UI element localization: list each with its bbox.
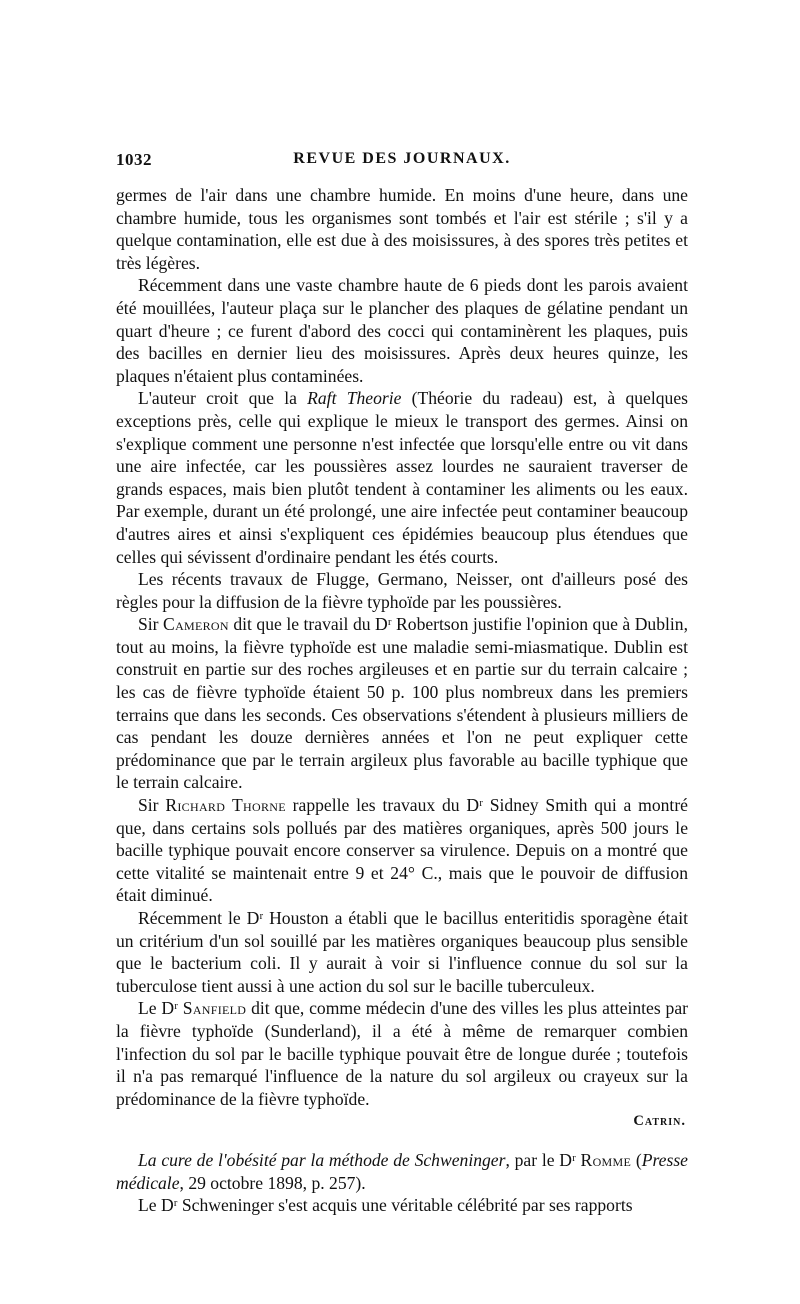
paragraph-6 (116, 794, 688, 907)
italic-term: Raft Theorie (307, 388, 402, 409)
paragraph-1: germes de l'air dans une chambre humide. En moins d'une heure, dans une chambre humide, tous les organismes sont tombés et l'air est stérile ; s'il y a quelque contamination, elle est due à des moisissures, à des spores très petites et très légères. (116, 185, 688, 273)
paragraph-3 (116, 387, 688, 568)
journal-name: Presse médicale (116, 1149, 688, 1193)
text-run: Le Dʳ (138, 998, 183, 1019)
author-name: Richard Thorne (165, 795, 286, 816)
text-run: dit que le travail du Dʳ Robertson justifie l'opinion que à Dublin, tout au moins, la fièvre typhoïde est une maladie semi-miasmatique. Dublin est construit en partie sur des roches argileuses et en partie sur du terrain calcaire ; les cas de fièvre typhoïde étaient 50 p. 100 plus nombreux dans les premiers terrains que dans les seconds. Ces observations s'étendent à plusieurs milliers de cas pendant les douze dernières années et l'on ne peut expliquer cette prédominance que par le terrain argileux plus favorable au bacille typhique que le terrain calcaire. (116, 614, 688, 793)
article-title: La cure de l'obésité par la méthode de Schweninger (138, 1149, 506, 1170)
paragraph-4: Les récents travaux de Flugge, Germano, Neisser, ont d'ailleurs posé des règles pour la diffusion de la fièvre typhoïde par les poussières. (116, 569, 688, 612)
paragraph-8 (116, 997, 688, 1110)
article-heading (116, 1149, 688, 1194)
page-header (116, 150, 688, 176)
running-head: REVUE DES JOURNAUX. (293, 150, 511, 167)
text-run: rappelle les travaux du Dʳ Sidney Smith qui a montré que, dans certains sols pollués par des matières organiques, après 500 jours le bacille typhique pouvait encore conserver sa virulence. Depuis on a montré que cette vitalité se maintenait entre 9 et 24° C., mais que le pouvoir de diffusion était diminué. (116, 795, 688, 906)
paragraph-5 (116, 613, 688, 794)
text-run: L'auteur croit que la (138, 388, 308, 409)
paragraph-7: Récemment le Dʳ Houston a établi que le bacillus enteritidis sporagène était un critérium d'un sol souillé par les matières organiques beaucoup plus sensible que le bacterium coli. Il y aurait à voir si l'influence connue du sol sur la tuberculose tient aussi à une action du sol sur le bacille tuberculeux. (116, 908, 688, 996)
article-body (116, 184, 688, 1217)
author-name: Sanfield (182, 998, 247, 1019)
text-run: (Théorie du radeau) est, à quelques exceptions près, celle qui explique le mieux le transport des germes. Ainsi on s'explique comment une personne n'est infectée que lorsqu'elle entre ou vit dans une aire infectée, car les poussières assez lourdes ne sauraient traverser de grands espaces, mais bien plutôt tendent à contaminer les aliments ou les eaux. Par exemple, durant un été prolongé, une aire infectée peut contaminer beaucoup d'autres aires et ainsi s'expliquent ces épidémies beaucoup plus étendues que celles qui sévissent d'ordinaire pendant les étés courts. (116, 388, 688, 567)
author-name: Cameron (163, 614, 229, 635)
paragraph-10: Le Dʳ Schweninger s'est acquis une véritable célébrité par ses rapports (138, 1195, 633, 1216)
paragraph-2: Récemment dans une vaste chambre haute de 6 pieds dont les parois avaient été mouillées, l'auteur plaça sur le plancher des plaques de gélatine pendant un quart d'heure ; ce furent d'abord des cocci qui contaminèrent les plaques, puis des bacilles en dernier lieu des moisissures. Après deux heures quinze, les plaques n'étaient plus contaminées. (116, 275, 688, 386)
signature: Catrin. (633, 1113, 686, 1130)
text-run: , par le Dʳ (505, 1149, 581, 1170)
text-run: dit que, comme médecin d'une des villes les plus atteintes par la fièvre typhoïde (Sunderland), il a été à même de remarquer combien l'infection du sol par le bacille typhique pouvait être de longue durée ; toutefois il n'a pas remarqué l'influence de la nature du sol argileux ou crayeux sur la prédominance de la fièvre typhoïde. (116, 998, 688, 1109)
author-name: Romme (580, 1149, 632, 1170)
page-number: 1032 (116, 150, 152, 169)
text-run: Sir (138, 795, 166, 816)
text-run: ( (631, 1149, 642, 1170)
text-run: , 29 octobre 1898, p. 257). (179, 1172, 366, 1193)
section-gap (116, 1133, 688, 1149)
text-run: Sir (138, 614, 164, 635)
